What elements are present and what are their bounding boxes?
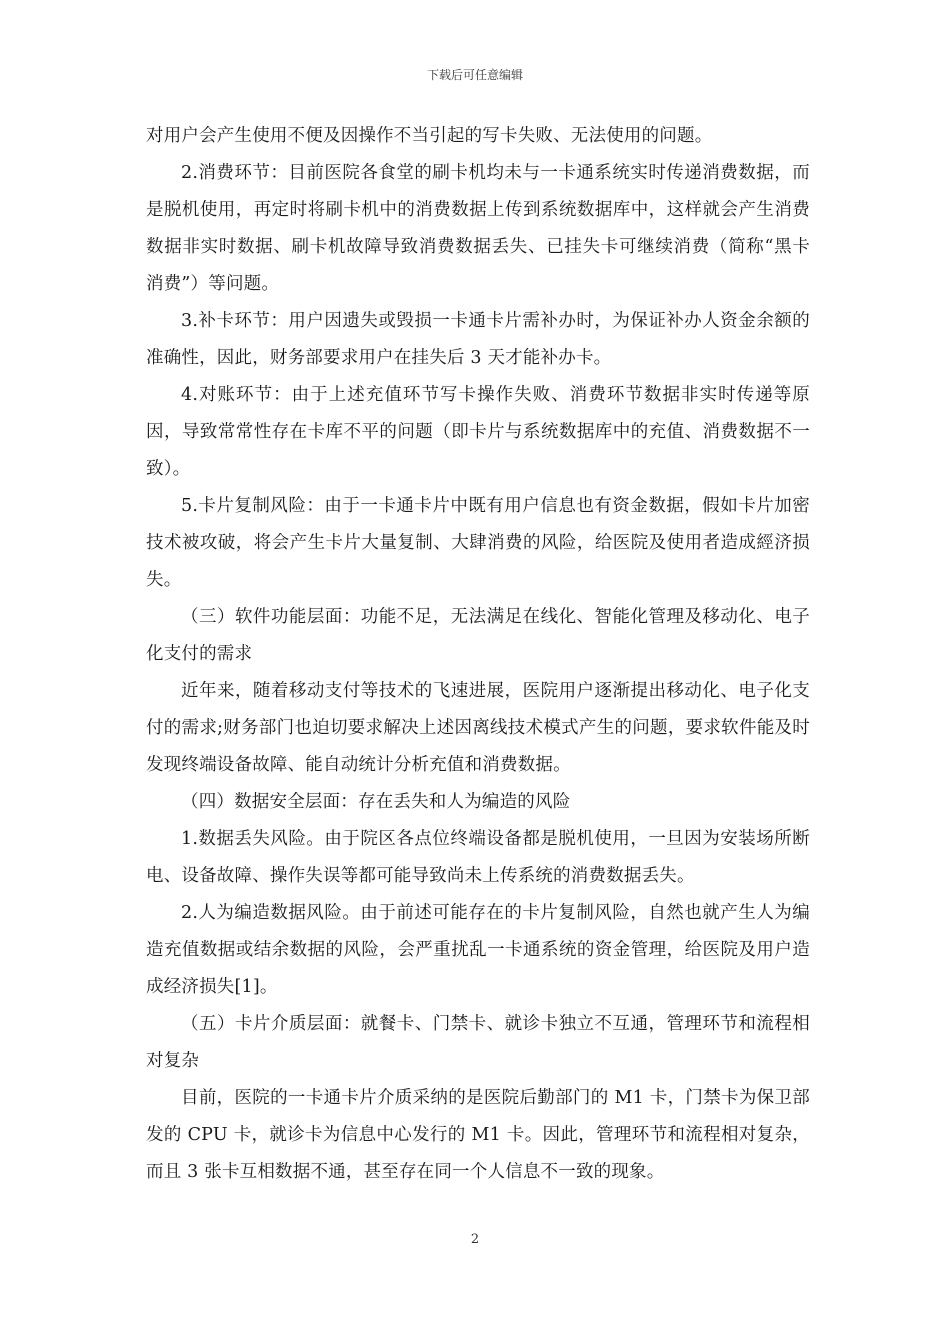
paragraph-12: 目前，医院的一卡通卡片介质采纳的是医院后勤部门的 M1 卡，门禁卡为保卫部发的 CPU 卡，就诊卡为信息中心发行的 M1 卡。因此，管理环节和流程相对复杂，而且 3 张卡互相数据不通，甚至存在同一个人信息不一致的现象。: [146, 1088, 810, 1182]
page-header: 下载后可任意编辑: [426, 68, 523, 82]
paragraph-2: 2.消费环节：目前医院各食堂的刷卡机均未与一卡通系统实时传递消费数据，而是脱机使用，再定时将刷卡机中的消费数据上传到系统数据库中，这样就会产生消费数据非实时数据、刷卡机故障导致消费数据丢失、已挂失卡可继续消费（简称“黑卡消费”）等问题。: [146, 163, 810, 294]
paragraph-3: 3.补卡环节：用户因遗失或毁损一卡通卡片需补办时，为保证补办人资金余额的准确性，因此，财务部要求用户在挂失后 3 天才能补办卡。: [146, 311, 810, 368]
paragraph-7: 近年来，随着移动支付等技术的飞速进展，医院用户逐渐提出移动化、电子化支付的需求;财务部门也迫切要求解决上述因离线技术模式产生的问题，要求软件能及时发现终端设备故障、能自动统计分析充值和消费数据。: [146, 681, 810, 775]
paragraph-9: 1.数据丢失风险。由于院区各点位终端设备都是脱机使用，一旦因为安装场所断电、设备故障、操作失误等都可能导致尚未上传系统的消费数据丢失。: [146, 829, 810, 886]
page-number: 2: [470, 1232, 480, 1247]
paragraph-4: 4.对账环节：由于上述充值环节写卡操作失败、消费环节数据非实时传递等原因，导致常常性存在卡库不平的问题（即卡片与系统数据库中的充值、消费数据不一致）。: [146, 385, 810, 479]
paragraph-10: 2.人为编造数据风险。由于前述可能存在的卡片复制风险，自然也就产生人为编造充值数据或结余数据的风险，会严重扰乱一卡通系统的资金管理，给医院及用户造成经济损失[1]。: [146, 903, 810, 997]
paragraph-1: 对用户会产生使用不便及因操作不当引起的写卡失败、无法使用的问题。: [146, 126, 713, 146]
document-body: [146, 118, 810, 1191]
section-heading-3: （三）软件功能层面：功能不足，无法满足在线化、智能化管理及移动化、电子化支付的需求: [146, 607, 810, 664]
section-heading-5: （五）卡片介质层面：就餐卡、门禁卡、就诊卡独立不互通，管理环节和流程相对复杂: [146, 1014, 810, 1071]
paragraph-5: 5.卡片复制风险：由于一卡通卡片中既有用户信息也有资金数据，假如卡片加密技术被攻破，将会产生卡片大量复制、大肆消费的风险，给医院及使用者造成經济损失。: [146, 496, 810, 590]
section-heading-4: （四）数据安全层面：存在丢失和人为编造的风险: [181, 792, 571, 812]
